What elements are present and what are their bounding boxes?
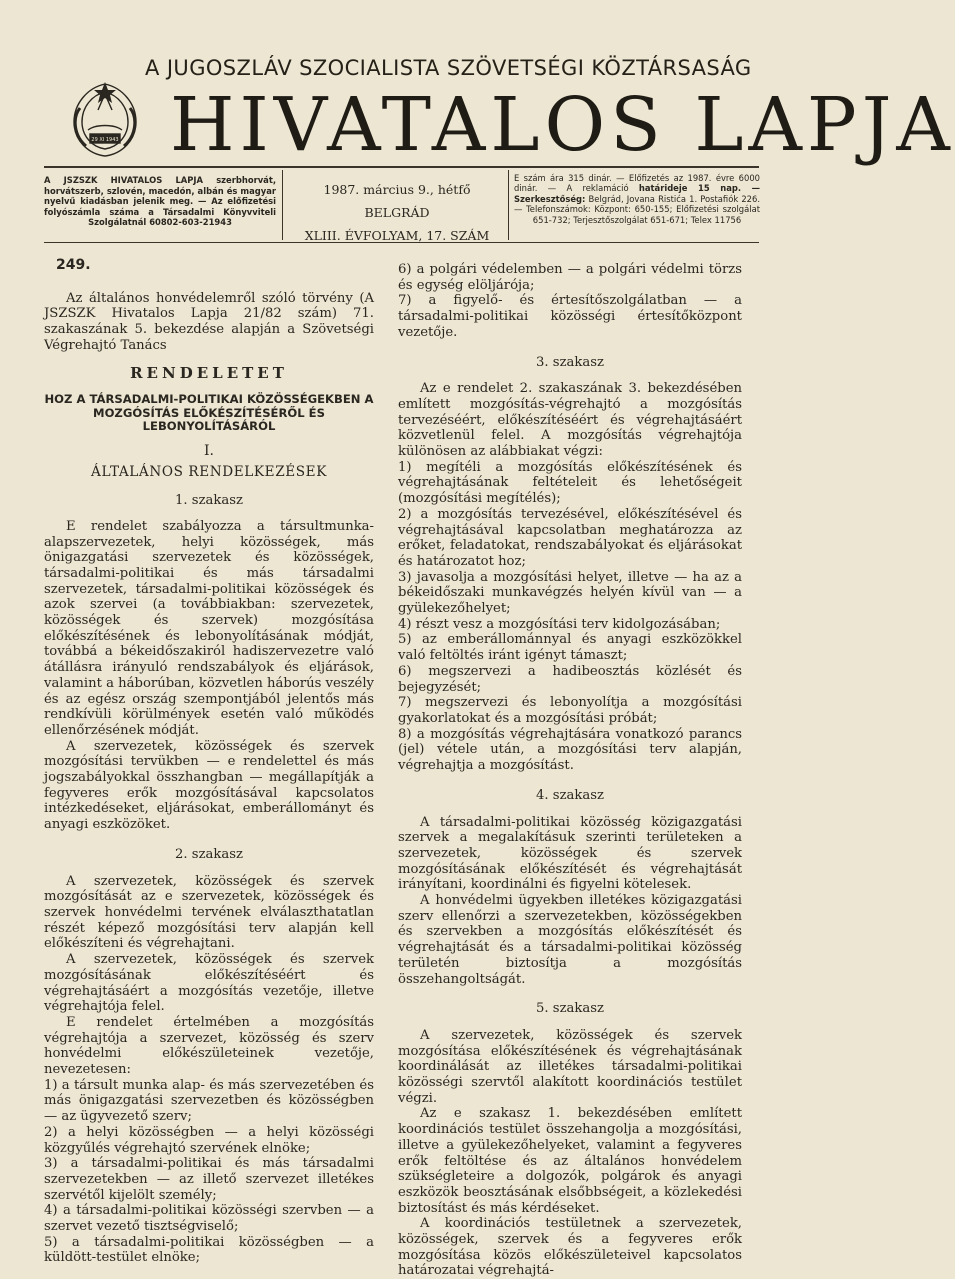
list-item: 7) a figyelő- és értesítőszolgálatban — a társadalmi-politikai közösségi értesítőközpont vezetője. [398,293,742,340]
issue-volume: XLIII. ÉVFOLYAM, 17. SZÁM [304,228,490,243]
paragraph: A társadalmi-politikai közösség közigazgatási szervek a megalakításuk szerinti területeken a szervezetek, közösségek és szervek mozgósításának előkészítését és végrehajtását irányítani, koordinálni és figyelni kötelesek. [398,814,742,893]
left-column [44,258,374,1266]
list-item: 2) a mozgósítás tervezésével, előkészítésével és végrehajtásával kapcsolatban meghatározza az erőket, feladatokat, rendszabályokat és eljárásokat és határozatot hoz; [398,506,742,569]
paragraph: A szervezetek, közösségek és szervek mozgósítását az e szervezetek, közösségek és szervek honvédelmi tervének elválaszthatatlan részét képező mozgósítási terv alapján kell előkészíteni és végrehajtani. [44,873,374,952]
section-title: 2. szakasz [175,846,243,862]
header-divider [282,170,283,240]
section-title: 5. szakasz [536,1001,604,1017]
issue-place: BELGRÁD [364,205,430,220]
list-item: 3) a társadalmi-politikai és más társadalmi szervezetekben — az illető szervezet illetékes szervétől kijelölt személy; [44,1156,374,1203]
list-item: 8) a mozgósítás végrehajtására vonatkozó parancs (jel) vétele után, a mozgósítási terv alapján, végrehajtja a mozgósítást. [398,726,742,774]
price-text: E szám ára 315 dinár. — Előfizetés az 1987. évre 6000 dinár. — A reklamáció [514,173,760,194]
act-intro: Az általános honvédelemről szóló törvény (A JSZSZK Hivatalos Lapja 21/82 szám) 71. szakaszának 5. bekezdése alapján a Szövetségi Végrehajtó Tanács [44,290,374,353]
paragraph: A szervezetek, közösségek és szervek mozgósításának előkészítéséért és végrehajtásáért a mozgósítás vezetője, illetve végrehajtója felel. [44,952,374,1015]
act-subject: HOZ A TÁRSADALMI-POLITIKAI KÖZÖSSÉGEKBEN A MOZGÓSÍTÁS ELŐKÉSZÍTÉSÉRŐL ÉS LEBONYOLÍTÁSÁRÓL [44,392,374,434]
paragraph: E rendelet értelmében a mozgósítás végrehajtója a szervezet, közösség és szerv honvédelmi előkészületeinek vezetője, nevezetesen: [44,1014,374,1078]
list-item: 4) részt vesz a mozgósítási terv kidolgozásában; [398,616,721,632]
contact-text: Belgrád, Jovana Ristića 1. Postafiók 226. — Telefonszámok: Központ: 650-155; Előfizetési szolgálat 651-732; Terjesztőszolgálat 651-671; Telex 11756 [514,193,760,225]
paragraph: A honvédelmi ügyekben illetékes közigazgatási szerv ellenőrzi a szervezetekben, közösségekben és szervekben a mozgósítás előkészítését és végrehajtását és a társadalmi-politikai közösség területén biztosítja a mozgósítás összehangoltságát. [398,893,742,987]
list-item: 4) a társadalmi-politikai közösségi szervben — a szervet vezető tisztségviselő; [44,1203,374,1235]
chapter-number: I. [204,442,214,459]
chapter-title: ÁLTALÁNOS RENDELKEZÉSEK [91,464,327,481]
list-item: 1) a társult munka alap- és más szervezetében és más önigazgatási szervezetben és közösségben — az ügyvezető szerv; [44,1077,374,1125]
list-item: 1) megítéli a mozgósítás előkészítésének és végrehajtásának feltételeit és lehetőségeit (mozgósítási megítélés); [398,459,742,507]
publication-notice: A JSZSZK HIVATALOS LAPJA szerbhorvát, horvátszerb, szlovén, macedón, albán és magyar nyelvű kiadásban jelenik meg. — Az előfizetési folyószámla száma a Társadalmi Könyvviteli Szolgálatnál 60802-603-21943 [44,175,276,228]
price-info [514,173,760,225]
paragraph: Az e szakasz 1. bekezdésében említett koordinációs testület összehangolja a mozgósítási, illetve a gyülekezőhelyeket, valamint a fegyveres erők feltöltése és az általános honvédelem szükségleteire a dolgozók, polgárok és anyagi eszközök beosztásának elsőbbségeit, a közlekedési biztosítást és más kérdéseket. [398,1106,742,1216]
issue-date: 1987. március 9., hétfő [323,182,471,197]
list-item: 2) a helyi közösségben — a helyi közösségi közgyűlés végrehajtó szervének elnöke; [44,1124,374,1156]
paragraph: A szervezetek, közösségek és szervek mozgósítási tervükben — e rendelettel és más jogszabályokkal összhangban — megállapítják a fegyveres erők mozgósításával kapcsolatos intézkedéseket, eljárásokat, emberállományt és anyagi eszközöket. [44,738,374,833]
list-item: 6) a polgári védelemben — a polgári védelmi törzs és egység elöljárója; [398,262,742,293]
state-emblem-icon [62,78,148,160]
list-item: 5) a társadalmi-politikai közösségben — a küldött-testület elnöke; [44,1234,374,1266]
emblem-ribbon: 29 XI 1943 [91,137,119,143]
paragraph: A szervezetek, közösségek és szervek mozgósítása előkészítésének és végrehajtásának koordinálását az illetékes társadalmi-politikai közösségi szervtől alakított koordinációs testület végzi. [398,1027,742,1106]
act-number: 249. [56,257,91,273]
issue-info [292,178,502,247]
deadline-text: határideje 15 nap. — Szerkesztőség: [514,183,760,204]
paragraph: A koordinációs testületnek a szervezetek, közösségek, szervek és a fegyveres erők mozgósítása közös előkészületeivel kapcsolatos határozatai végrehajtá- [398,1216,742,1279]
state-title: A JUGOSZLÁV SZOCIALISTA SZÖVETSÉGI KÖZTÁRSASÁG [145,56,752,80]
list-item: 3) javasolja a mozgósítási helyet, illetve — ha az a békeidőszaki munkavégzés helyén kívül van — a gyülekezőhelyet; [398,569,742,617]
list-item: 5) az emberállománnyal és anyagi eszközökkel való feltöltés iránt igényt támaszt; [398,632,742,664]
paragraph: E rendelet szabályozza a társultmunka-alapszervezetek, helyi közösségek, más önigazgatási szervezetek és közösségek, társadalmi-politikai és más társadalmi szervezetek, társadalmi-politikai közösségek és azok szervei (a továbbiakban: szervezetek, közösségek és szervek) mozgósítása előkészítésének és lebonyolításának módját, továbbá a békeidőszakiról hadiszervezetre való átállásra irányuló rendszabályok és eljárások, valamint a háborúban, közvetlen háborús veszély és az egész ország szempontjából jelentős más rendkívüli körülmények esetén való működés ellenőrzésének módját. [44,518,374,738]
list-item: 6) megszervezi a hadibeosztás közlését és bejegyzését; [398,663,742,695]
section-title: 4. szakasz [536,787,604,803]
paragraph: Az e rendelet 2. szakaszának 3. bekezdésében említett mozgósítás-végrehajtó a mozgósítás tervezéséért, előkészítéséért és végrehajtásáért közvetlenül felel. A mozgósítás végrehajtója különösen az alábbiakat végzi: [398,381,742,460]
section-title: 3. szakasz [536,354,604,370]
header-divider [508,170,509,240]
masthead-rule [44,166,759,168]
right-column [398,262,742,1279]
paper-title: HIVATALOS LAPJA [170,82,955,168]
act-type-heading: RENDELETET [130,363,288,382]
section-title: 1. szakasz [175,493,243,509]
list-item: 7) megszervezi és lebonyolítja a mozgósítási gyakorlatokat és a mozgósítási próbát; [398,695,742,726]
